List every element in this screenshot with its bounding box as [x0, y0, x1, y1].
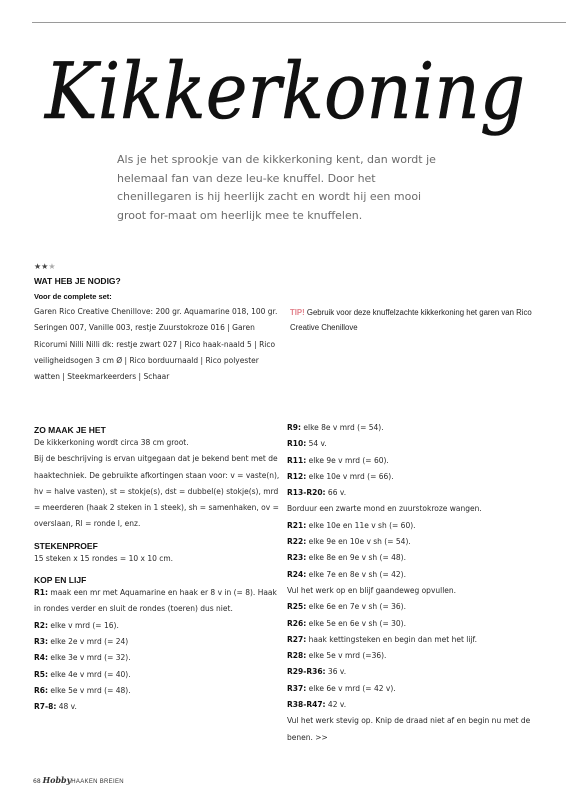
instruction-row — [287, 713, 537, 746]
materials-heading: WAT HEB JE NODIG? — [34, 276, 121, 286]
magazine-name: HAAKEN BREIEN — [71, 779, 124, 785]
row-label: R26: — [287, 618, 307, 628]
row-label: R25: — [287, 602, 307, 612]
row-text: 36 v. — [325, 667, 347, 677]
instruction-row — [287, 420, 537, 436]
row-label: R28: — [287, 651, 307, 661]
instruction-row — [287, 501, 537, 517]
row-label: R23: — [287, 553, 307, 563]
row-text: elke 6e v mrd (= 42 v). — [306, 683, 396, 693]
row-text: haak kettingsteken en begin dan met het lijf. — [306, 634, 478, 644]
row-text: elke 9e v mrd (= 60). — [306, 455, 389, 465]
head-rows — [34, 585, 284, 715]
row-text: 54 v. — [306, 439, 327, 449]
page-title-text: Kikkerkoning — [43, 47, 526, 137]
instruction-row — [287, 664, 537, 680]
row-label: R22: — [287, 537, 307, 547]
instruction-row — [34, 618, 284, 634]
row-label: R2: — [34, 620, 48, 630]
instructions-column-right — [287, 420, 537, 746]
page-number: 68 — [33, 778, 41, 785]
row-text: elke 10e en 11e v sh (= 60). — [306, 520, 416, 530]
instruction-row — [287, 632, 537, 648]
row-text: elke 8e v mrd (= 54). — [301, 423, 384, 432]
difficulty-rating — [34, 262, 56, 271]
instruction-row — [34, 634, 284, 650]
row-label: R1: — [34, 588, 48, 598]
instruction-row — [287, 550, 537, 566]
row-text: 66 v. — [325, 488, 347, 498]
materials-list: Garen Rico Creative Chenillove: 200 gr. Aquamarine 018, 100 gr. Seringen 007, Vanille 003, restje Zuurstokroze 016 | Garen Ricorumi Nilli Nilli dk: restje zwart 027 | Rico haak-naald 5 | Rico veiligheidsogen 3 cm Ø | Rico borduurnaald | Rico polyester watten | Steekmarkeerders | Schaar — [34, 307, 278, 382]
row-text: 42 v. — [325, 700, 347, 710]
intro-text: Als je het sprookje van de kikkerkoning kent, dan wordt je helemaal fan van deze leu-ke knuffel. Door het chenillegaren is hij heerlijk zacht en wordt hij een mooi groot for-maat om heerlijk mee te knuffelen. — [117, 153, 436, 222]
row-text: 48 v. — [56, 702, 77, 712]
row-label: R27: — [287, 634, 307, 644]
row-text: elke 10e v mrd (= 66). — [306, 471, 394, 481]
row-label: R38-R47: — [287, 700, 326, 710]
col2-rows — [287, 420, 537, 746]
instruction-row — [287, 485, 537, 501]
row-label: R21: — [287, 520, 307, 530]
instruction-row — [287, 436, 537, 452]
row-text: Vul het werk op en blijf gaandeweg opvullen. — [287, 585, 457, 595]
row-label: R4: — [34, 653, 48, 663]
row-text: elke 7e en 8e v sh (= 42). — [306, 569, 406, 579]
instruction-row — [287, 518, 537, 534]
how-size: De kikkerkoning wordt circa 38 cm groot. — [34, 438, 189, 447]
page-footer — [33, 775, 124, 785]
gauge-heading: STEKENPROEF — [34, 540, 98, 551]
row-label: R9: — [287, 423, 301, 432]
row-label: R13-R20: — [287, 488, 326, 498]
gauge-text: 15 steken x 15 rondes = 10 x 10 cm. — [34, 553, 174, 563]
tip-box — [290, 306, 540, 335]
row-label: R10: — [287, 439, 307, 449]
row-text: elke 8e en 9e v sh (= 48). — [306, 553, 406, 563]
row-text: elke 2e v mrd (= 24) — [48, 636, 129, 646]
row-text: elke 3e v mrd (= 32). — [48, 653, 131, 663]
instruction-row — [287, 534, 537, 550]
instruction-row — [287, 681, 537, 697]
row-label: R12: — [287, 471, 307, 481]
row-label: R5: — [34, 669, 48, 679]
row-label: R37: — [287, 683, 307, 693]
row-text: maak een mr met Aquamarine en haak er 8 v in (= 8). Haak in rondes verder en sluit de rondes (toeren) dus niet. — [34, 588, 277, 614]
row-text: elke 5e en 6e v sh (= 30). — [306, 618, 406, 628]
tip-label: TIP! — [290, 308, 305, 317]
materials-section — [34, 276, 284, 385]
materials-subheading: Voor de complete set: — [34, 292, 112, 301]
how-abbreviations: Bij de beschrijving is ervan uitgegaan dat je bekend bent met de haaktechniek. De gebruikte afkortingen staan voor: v = vaste(n), hv = halve vasten), st = stokje(s), dst = dubbel(e) stokje(s), mrd = meerderen (haak 2 steken in 1 steek), sh = samenhaken, ov = overslaan, Rl = ronde l, enz. — [34, 454, 280, 529]
instruction-row — [287, 697, 537, 713]
instruction-row — [287, 648, 537, 664]
top-rule — [32, 22, 566, 23]
row-label: R7-8: — [34, 702, 57, 712]
row-text: Vul het werk stevig op. Knip de draad niet af en begin nu met de benen. >> — [287, 716, 531, 742]
instruction-row — [287, 599, 537, 615]
row-text: elke v mrd (= 16). — [48, 620, 119, 630]
instruction-row — [287, 616, 537, 632]
row-text: elke 5e v mrd (= 48). — [48, 685, 131, 695]
instruction-row — [34, 683, 284, 699]
difficulty-filled-stars: ★★ — [34, 262, 49, 271]
row-text: elke 6e en 7e v sh (= 36). — [306, 602, 406, 612]
instruction-row — [287, 469, 537, 485]
row-text: elke 9e en 10e v sh (= 54). — [306, 537, 411, 547]
brand-logo: Hobby — [42, 775, 72, 785]
row-label: R6: — [34, 685, 48, 695]
how-heading: ZO MAAK JE HET — [34, 425, 106, 435]
row-label: R24: — [287, 569, 307, 579]
head-heading: KOP EN LIJF — [34, 575, 87, 586]
instruction-row — [34, 585, 284, 618]
row-text: elke 4e v mrd (= 40). — [48, 669, 131, 679]
row-label: R29-R36: — [287, 667, 326, 677]
page-title — [40, 40, 530, 140]
instruction-row — [287, 567, 537, 583]
difficulty-empty-star: ★ — [48, 262, 56, 271]
instructions-column-left — [34, 425, 284, 715]
row-label: R11: — [287, 455, 307, 465]
row-text: elke 5e v mrd (=36). — [306, 651, 387, 661]
row-text: Borduur een zwarte mond en zuurstokroze wangen. — [287, 504, 482, 514]
instruction-row — [287, 453, 537, 469]
instruction-row — [287, 583, 537, 599]
instruction-row — [34, 650, 284, 666]
instruction-row — [34, 667, 284, 683]
instruction-row — [34, 699, 284, 715]
tip-text: Gebruik voor deze knuffelzachte kikkerkoning het garen van Rico Creative Chenillove — [290, 308, 532, 332]
row-label: R3: — [34, 636, 48, 646]
